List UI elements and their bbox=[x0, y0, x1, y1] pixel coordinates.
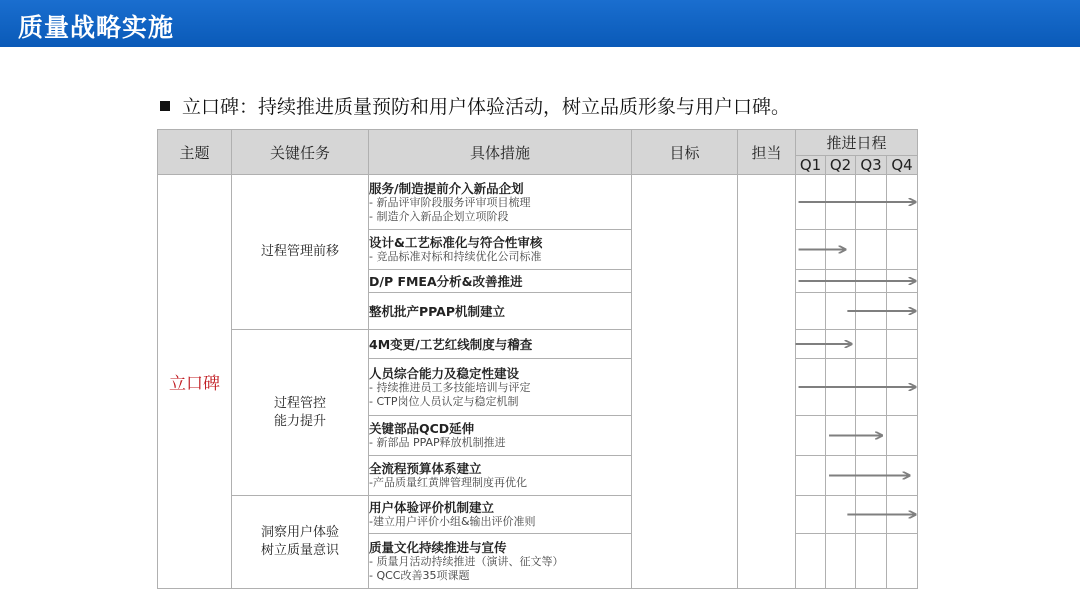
strategy-table bbox=[157, 129, 918, 589]
subtitle-text: 立口碑：持续推进质量预防和用户体验活动，树立品质形象与用户口碑。 bbox=[182, 96, 791, 118]
page-title: 质量战略实施 bbox=[18, 13, 175, 42]
schedule-cell-q1 bbox=[796, 293, 826, 330]
schedule-cell-q2 bbox=[826, 270, 856, 293]
measure-cell bbox=[369, 330, 632, 359]
measure-cell bbox=[369, 293, 632, 330]
measure-detail: - 新部品 PPAP释放机制推进 bbox=[369, 436, 506, 449]
header-task: 关键任务 bbox=[232, 130, 369, 175]
measure-cell bbox=[369, 416, 632, 456]
bullet-square-icon bbox=[160, 101, 170, 111]
schedule-cell-q2 bbox=[826, 359, 856, 416]
schedule-cell-q1 bbox=[796, 534, 826, 589]
measure-detail: - 新品评审阶段服务评审项目梳理 bbox=[369, 195, 531, 209]
schedule-cell-q4 bbox=[887, 496, 918, 534]
task-cell: 过程管控 能力提升 bbox=[232, 330, 369, 496]
schedule-cell-q3 bbox=[856, 416, 887, 456]
schedule-cell-q3 bbox=[856, 359, 887, 416]
schedule-cell-q4 bbox=[887, 456, 918, 496]
measure-cell bbox=[369, 359, 632, 416]
schedule-cell-q1 bbox=[796, 330, 826, 359]
schedule-cell-q2 bbox=[826, 175, 856, 230]
schedule-cell-q4 bbox=[887, 270, 918, 293]
schedule-cell-q2 bbox=[826, 293, 856, 330]
measure-cell bbox=[369, 175, 632, 230]
header-q2: Q2 bbox=[826, 156, 856, 175]
schedule-cell-q2 bbox=[826, 534, 856, 589]
measure-cell bbox=[369, 534, 632, 589]
measure-detail: -产品质量红黄牌管理制度再优化 bbox=[369, 476, 527, 489]
task-cell: 过程管理前移 bbox=[232, 175, 369, 330]
schedule-cell-q4 bbox=[887, 293, 918, 330]
schedule-cell-q3 bbox=[856, 175, 887, 230]
measure-title: 设计&工艺标准化与符合性审核 bbox=[369, 235, 543, 250]
schedule-cell-q1 bbox=[796, 230, 826, 270]
header-q1: Q1 bbox=[796, 156, 826, 175]
measure-cell bbox=[369, 456, 632, 496]
measure-cell bbox=[369, 496, 632, 534]
schedule-cell-q4 bbox=[887, 534, 918, 589]
measure-title: 人员综合能力及稳定性建设 bbox=[369, 365, 520, 381]
schedule-cell-q2 bbox=[826, 230, 856, 270]
owner-cell bbox=[738, 175, 796, 589]
table-row bbox=[158, 175, 918, 230]
schedule-cell-q1 bbox=[796, 270, 826, 293]
schedule-cell-q3 bbox=[856, 496, 887, 534]
measure-title: 关键部品QCD延伸 bbox=[369, 421, 475, 436]
header-theme: 主题 bbox=[158, 130, 232, 175]
measure-cell bbox=[369, 230, 632, 270]
measure-title: 全流程预算体系建立 bbox=[369, 461, 482, 476]
header-owner: 担当 bbox=[738, 130, 796, 175]
schedule-cell-q1 bbox=[796, 175, 826, 230]
schedule-cell-q3 bbox=[856, 270, 887, 293]
schedule-cell-q4 bbox=[887, 175, 918, 230]
schedule-cell-q2 bbox=[826, 330, 856, 359]
schedule-cell-q1 bbox=[796, 496, 826, 534]
measure-cell bbox=[369, 270, 632, 293]
schedule-cell-q3 bbox=[856, 230, 887, 270]
schedule-cell-q1 bbox=[796, 359, 826, 416]
header-goal: 目标 bbox=[632, 130, 738, 175]
measure-title: 用户体验评价机制建立 bbox=[369, 500, 495, 515]
measure-detail: - 竞品标准对标和持续优化公司标准 bbox=[369, 250, 542, 263]
schedule-cell-q1 bbox=[796, 456, 826, 496]
measure-detail: - 质量月活动持续推进（演讲、征文等） bbox=[369, 554, 564, 568]
theme-cell: 立口碑 bbox=[158, 175, 232, 589]
schedule-cell-q3 bbox=[856, 534, 887, 589]
goal-cell bbox=[632, 175, 738, 589]
task-cell: 洞察用户体验 树立质量意识 bbox=[232, 496, 369, 589]
measure-title: 整机批产PPAP机制建立 bbox=[369, 303, 506, 319]
header-q3: Q3 bbox=[856, 156, 887, 175]
header-measure: 具体措施 bbox=[369, 130, 632, 175]
measure-detail: - 制造介入新品企划立项阶段 bbox=[369, 209, 509, 223]
header-schedule: 推进日程 bbox=[796, 130, 918, 156]
header-q4: Q4 bbox=[887, 156, 918, 175]
measure-detail: - QCC改善35项课题 bbox=[369, 568, 470, 582]
schedule-cell-q4 bbox=[887, 230, 918, 270]
table-row bbox=[158, 496, 918, 534]
measure-title: 4M变更/工艺红线制度与稽查 bbox=[369, 336, 533, 352]
schedule-cell-q4 bbox=[887, 330, 918, 359]
schedule-cell-q2 bbox=[826, 456, 856, 496]
measure-title: 服务/制造提前介入新品企划 bbox=[369, 180, 524, 196]
measure-detail: -建立用户评价小组&输出评价准则 bbox=[369, 515, 536, 528]
schedule-cell-q3 bbox=[856, 456, 887, 496]
schedule-cell-q4 bbox=[887, 359, 918, 416]
table-row bbox=[158, 330, 918, 359]
title-bar bbox=[0, 0, 1080, 47]
schedule-cell-q3 bbox=[856, 330, 887, 359]
schedule-cell-q2 bbox=[826, 496, 856, 534]
schedule-cell-q3 bbox=[856, 293, 887, 330]
schedule-cell-q4 bbox=[887, 416, 918, 456]
measure-title: 质量文化持续推进与宣传 bbox=[369, 539, 507, 555]
schedule-cell-q1 bbox=[796, 416, 826, 456]
measure-title: D/P FMEA分析&改善推进 bbox=[369, 273, 523, 289]
measure-detail: - 持续推进员工多技能培训与评定 bbox=[369, 380, 531, 394]
measure-detail: - CTP岗位人员认定与稳定机制 bbox=[369, 394, 519, 408]
schedule-cell-q2 bbox=[826, 416, 856, 456]
subtitle-line bbox=[160, 92, 790, 119]
